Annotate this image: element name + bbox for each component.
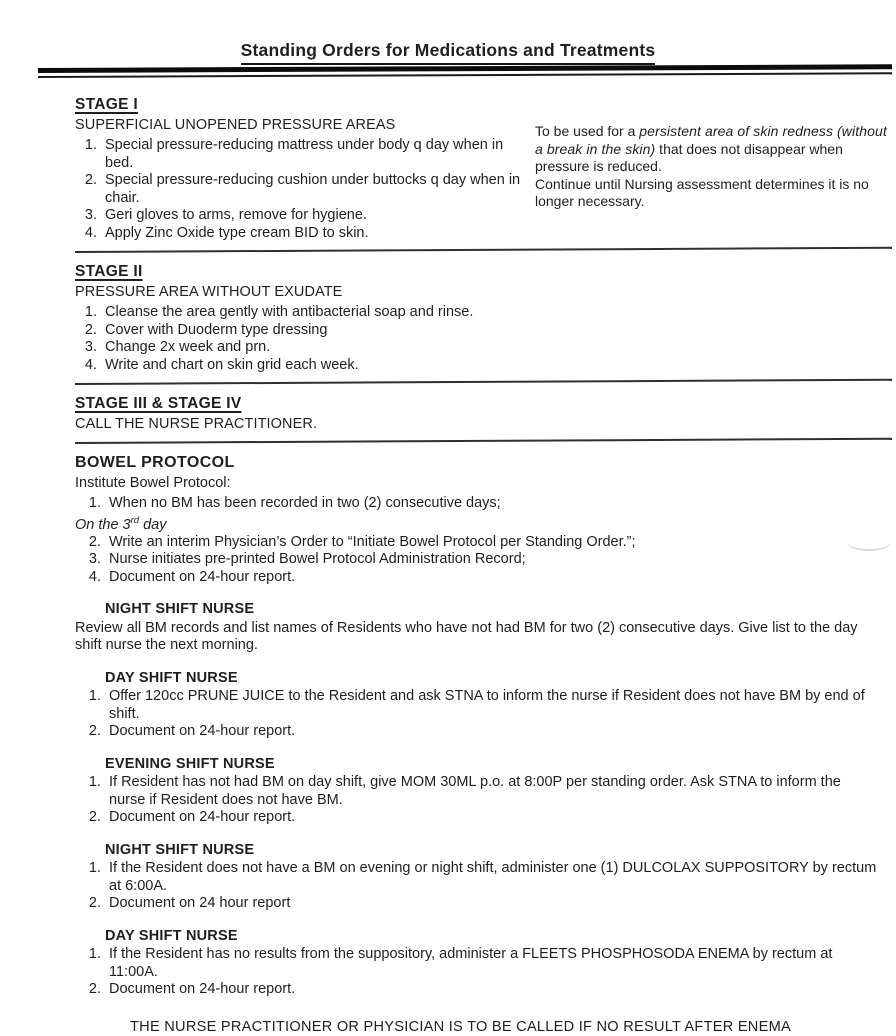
shift-block-night-1: [75, 601, 878, 655]
list-item: 4. Write and chart on skin grid each week.: [101, 357, 878, 375]
bowel-protocol-intro: Institute Bowel Protocol:: [75, 475, 231, 491]
section-divider: [75, 247, 892, 253]
scan-artifact: [847, 533, 891, 551]
title-rule: [38, 64, 892, 78]
shift-list: [75, 688, 878, 741]
shift-block-evening: [75, 756, 878, 827]
shift-block-night-2: [75, 842, 878, 913]
bowel-protocol-day3-note: [75, 512, 878, 534]
list-item: 1. Offer 120cc PRUNE JUICE to the Resident and ask STNA to inform the nurse if Resident does not have BM by end of shift.: [105, 688, 878, 723]
list-item: 3. Geri gloves to arms, remove for hygiene.: [101, 207, 523, 225]
note-text: To be used for a: [535, 123, 640, 139]
stage-1-left-column: [75, 96, 523, 242]
section-divider: [75, 438, 892, 444]
list-item: 1. If the Resident does not have a BM on evening or night shift, administer one (1) DULCOLAX SUPPOSITORY by rectum at 6:00A.: [105, 860, 878, 895]
page-title: Standing Orders for Medications and Treatments: [241, 40, 656, 65]
bowel-protocol-list: [75, 495, 878, 513]
day3-note-text: day: [139, 516, 167, 533]
list-item: 2. Document on 24-hour report.: [105, 809, 878, 827]
day3-note-text: On the 3: [75, 516, 131, 533]
stage-2-heading: STAGE II: [75, 263, 143, 280]
shift-list: [75, 860, 878, 913]
list-item: 2. Write an interim Physician’s Order to “Initiate Bowel Protocol per Standing Order.”;: [105, 534, 878, 552]
stage-1-subheading: SUPERFICIAL UNOPENED PRESSURE AREAS: [75, 117, 396, 133]
note-italic-text: persistent area of skin redness (without a break in the skin): [535, 123, 887, 157]
shift-heading: DAY SHIFT NURSE: [105, 927, 238, 944]
list-item: 2. Document on 24-hour report.: [105, 723, 878, 741]
list-item: 2. Cover with Duoderm type dressing: [101, 322, 878, 340]
list-item: 1. Cleanse the area gently with antibacterial soap and rinse.: [101, 304, 878, 322]
stage-1-list: [75, 137, 523, 242]
list-item: 2. Document on 24 hour report: [105, 895, 878, 913]
shift-heading: NIGHT SHIFT NURSE: [105, 601, 255, 618]
list-item: 1. If the Resident has no results from the suppository, administer a FLEETS PHOSPHOSODA ENEMA by rectum at 11:00A.: [105, 946, 878, 981]
bowel-protocol-list-continued: [75, 534, 878, 587]
list-item: 1. Special pressure-reducing mattress under body q day when in bed.: [101, 137, 523, 172]
day3-note-superscript: rd: [130, 515, 140, 526]
shift-heading: NIGHT SHIFT NURSE: [105, 841, 255, 858]
section-stage-1: [75, 96, 887, 242]
stage-2-list: [75, 304, 878, 374]
note-text: that does not disappear when pressure is reduced.: [535, 140, 843, 174]
footer-callout: THE NURSE PRACTITIONER OR PHYSICIAN IS TO BE CALLED IF NO RESULT AFTER ENEMA: [130, 1018, 791, 1035]
stage-2-subheading: PRESSURE AREA WITHOUT EXUDATE: [75, 284, 343, 300]
title-block: [0, 0, 896, 65]
shift-block-day-2: [75, 928, 878, 999]
note-text: Continue until Nursing assessment determines it is no longer necessary.: [535, 175, 869, 209]
list-item: 1. When no BM has been recorded in two (2) consecutive days;: [105, 495, 878, 513]
list-item: 3. Change 2x week and prn.: [101, 339, 878, 357]
stage-3-4-subheading: CALL THE NURSE PRACTITIONER.: [75, 416, 318, 432]
shift-paragraph: Review all BM records and list names of Residents who have not had BM for two (2) consecutive days. Give list to the day shift nurse the next morning.: [75, 619, 858, 654]
stage-3-4-heading: STAGE III & STAGE IV: [75, 395, 242, 412]
section-stage-3-4: [75, 395, 878, 433]
section-divider: [75, 379, 892, 385]
shift-list: [75, 946, 878, 999]
bowel-protocol-heading: BOWEL PROTOCOL: [75, 454, 235, 471]
shift-block-day-1: [75, 670, 878, 741]
list-item: 3. Nurse initiates pre-printed Bowel Protocol Administration Record;: [105, 551, 878, 569]
list-item: 2. Document on 24-hour report.: [105, 981, 878, 999]
section-stage-2: [75, 263, 878, 374]
shift-heading: EVENING SHIFT NURSE: [105, 755, 275, 772]
section-bowel-protocol: [75, 454, 878, 586]
list-item: 4. Apply Zinc Oxide type cream BID to skin.: [101, 225, 523, 243]
stage-1-heading: STAGE I: [75, 96, 138, 113]
stage-1-usage-note: [535, 96, 895, 211]
shift-heading: DAY SHIFT NURSE: [105, 669, 238, 686]
list-item: 1. If Resident has not had BM on day shift, give MOM 30ML p.o. at 8:00P per standing order. Ask STNA to inform the nurse if Resident does not have BM.: [105, 774, 878, 809]
list-item: 4. Document on 24-hour report.: [105, 569, 878, 587]
shift-list: [75, 774, 878, 827]
list-item: 2. Special pressure-reducing cushion under buttocks q day when in chair.: [101, 172, 523, 207]
